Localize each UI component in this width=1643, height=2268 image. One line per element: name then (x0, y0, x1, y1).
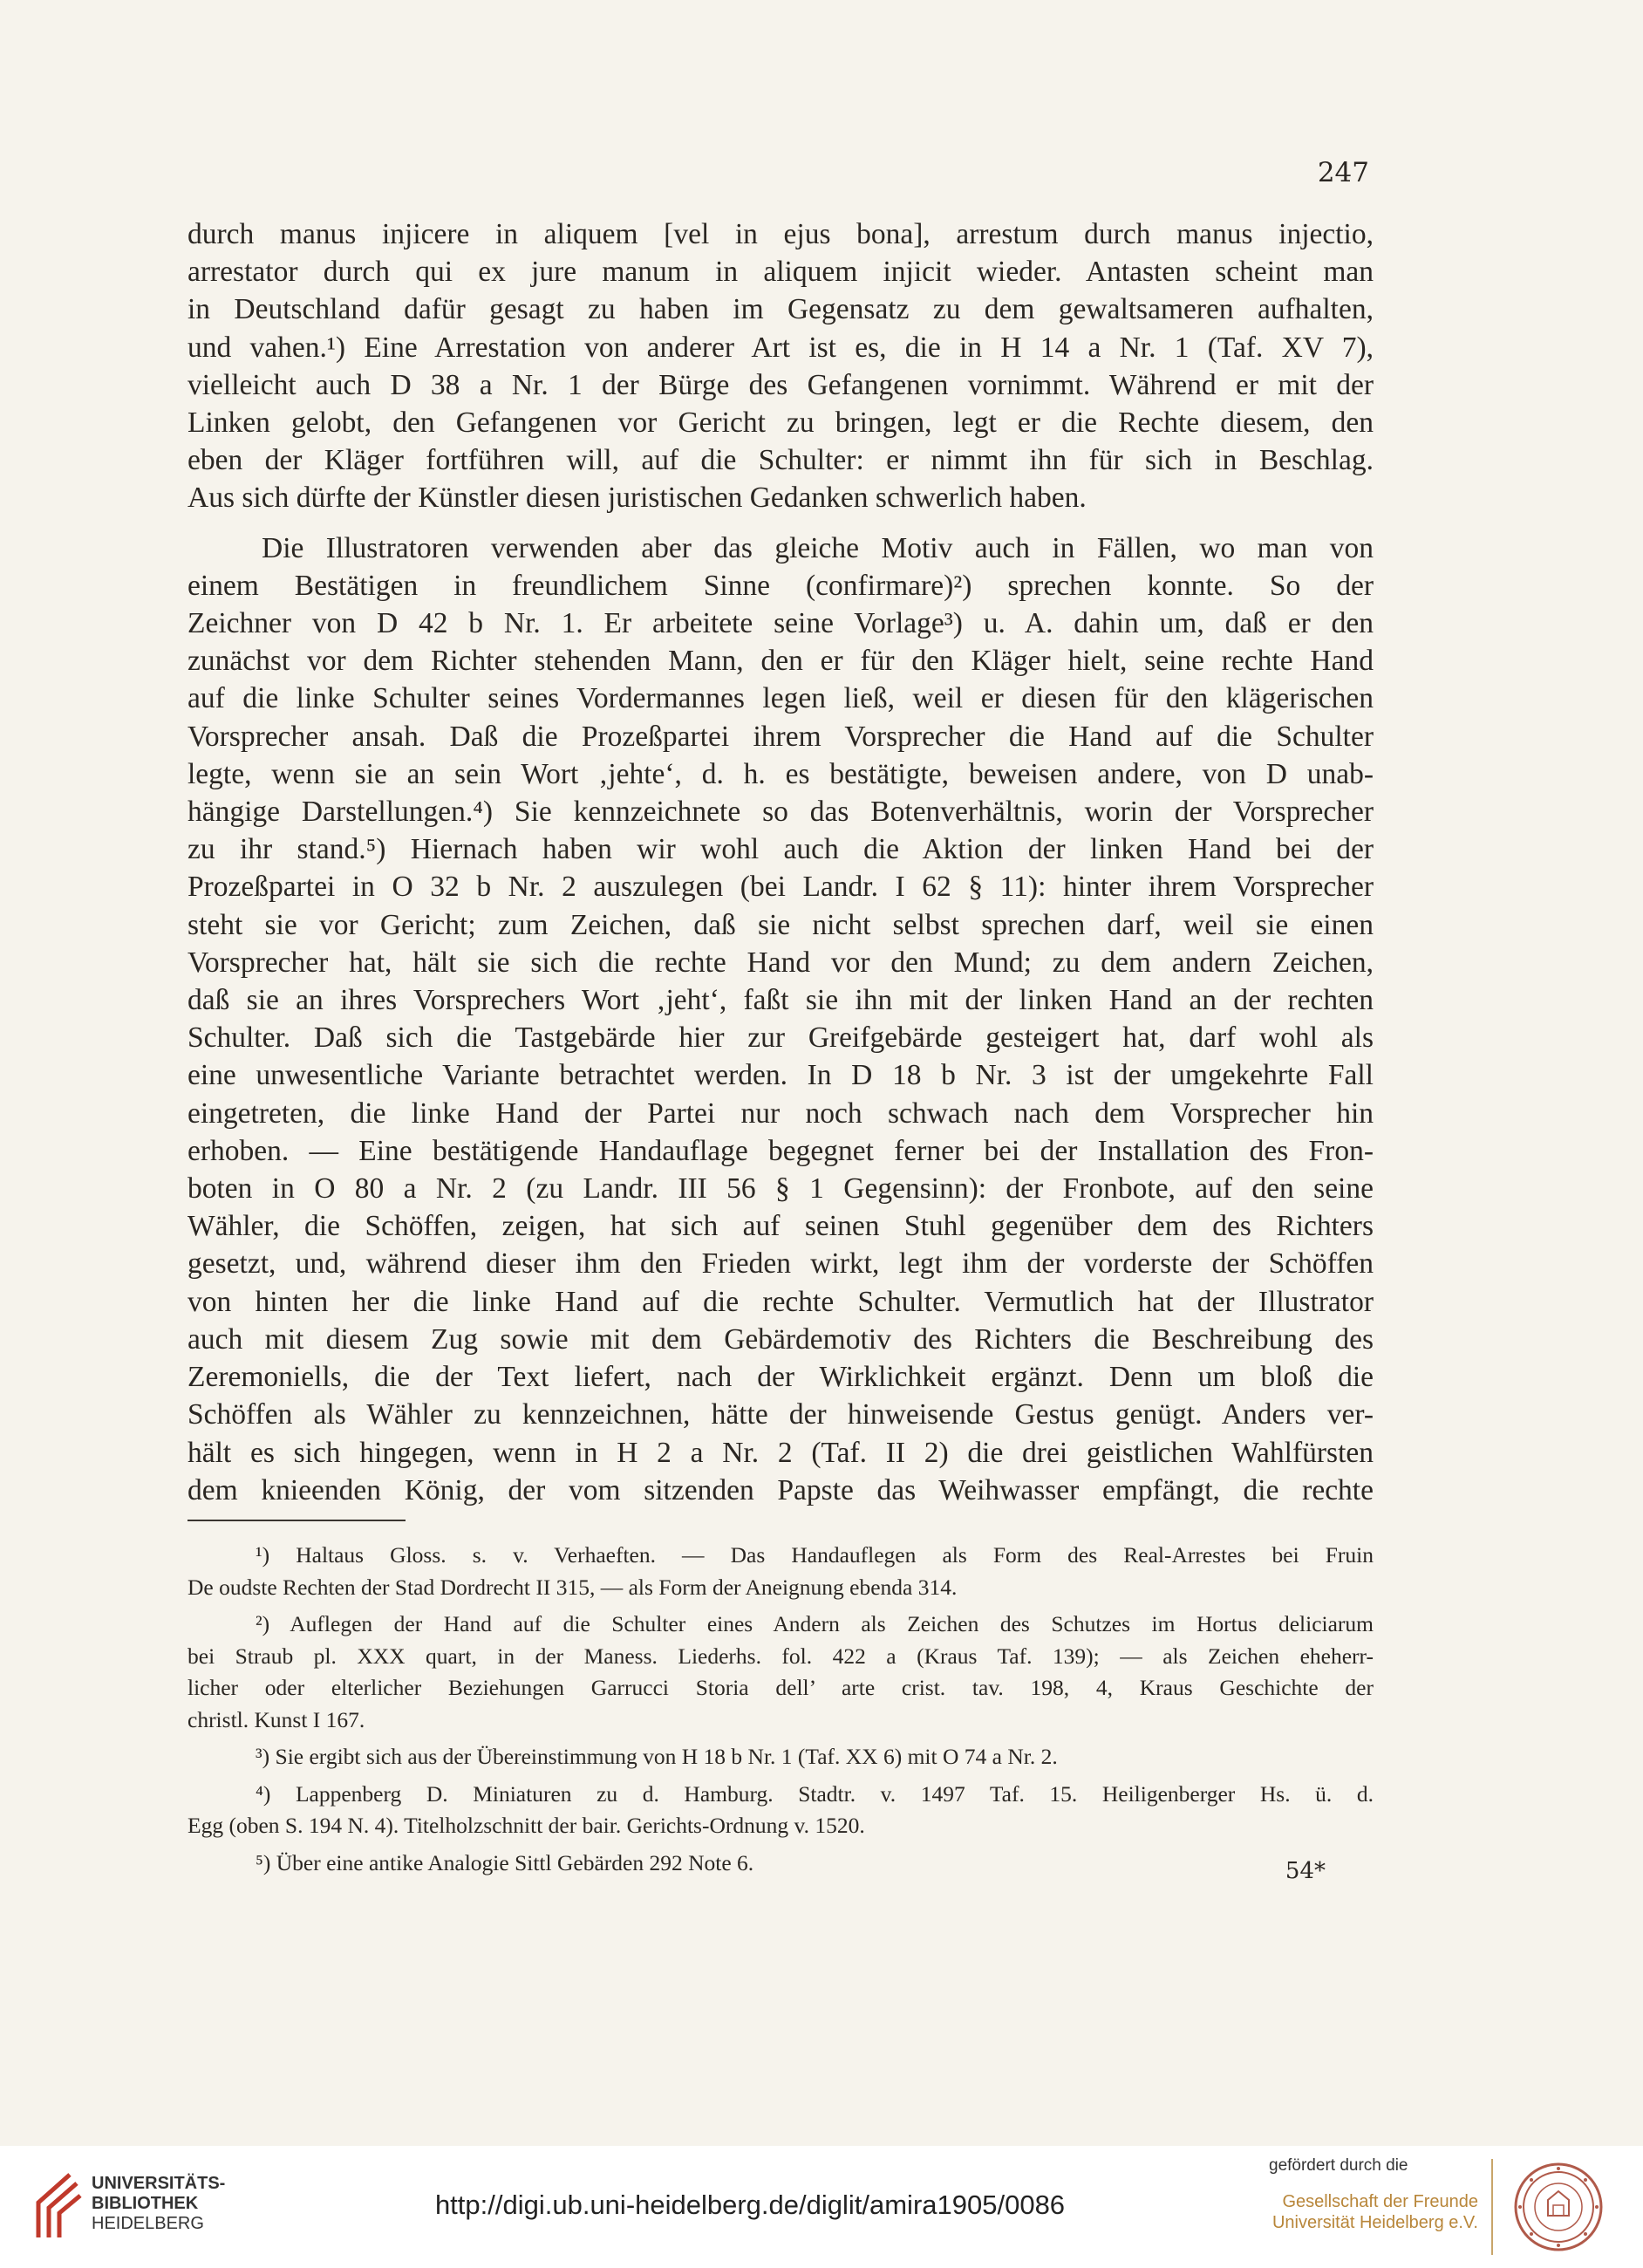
footnote-line: De oudste Rechten der Stad Dordrecht II 315, — als Form der Aneignung ebenda 314. (187, 1574, 958, 1600)
library-name (92, 2174, 225, 2234)
sponsor-name-line: Universität Heidelberg e.V. (1271, 2213, 1478, 2232)
footnote-line: ³) Sie ergibt sich aus der Übereinstimmung von H 18 b Nr. 1 (Taf. XX 6) mit O 74 a Nr. 2. (256, 1744, 1058, 1769)
footnotes (187, 1540, 1374, 1879)
text-line: legte, wenn sie an sein Wort ‚jehte‘, d. h. es bestätigte, beweisen andere, von D unab- (187, 757, 1374, 790)
sponsor-name-line: Gesellschaft der Freunde (1282, 2192, 1478, 2211)
text-line: dem knieenden König, der vom sitzenden Papste das Weihwasser empfängt, die rechte (187, 1473, 1374, 1506)
text-line: hängige Darstellungen.⁴) Sie kennzeichnete so das Botenverhältnis, worin der Vorsprecher (187, 796, 1374, 829)
footnote-line: licher oder elterlicher Beziehungen Garrucci Storia dell’ arte crist. tav. 198, 4, Kraus Geschichte der (187, 1675, 1374, 1700)
text-line: daß sie an ihres Vorsprechers Wort ‚jeht‘, faßt sie ihn mit der linken Hand an der rechten (187, 984, 1374, 1017)
text-line: steht sie vor Gericht; zum Zeichen, daß sie nicht selbst sprechen darf, weil sie einen (187, 908, 1374, 941)
text-line: einem Bestätigen in freundlichem Sinne (confirmare)²) sprechen konnte. So der (187, 569, 1374, 602)
text-line: auch mit diesem Zug sowie mit dem Gebärdemotiv des Richters die Beschreibung des (187, 1322, 1374, 1356)
text-line: Vorsprecher hat, hält sie sich die rechte Hand vor den Mund; zu dem andern Zeichen, (187, 946, 1374, 979)
text-line: arrestator durch qui ex jure manum in aliquem injicit wieder. Antasten scheint man (187, 256, 1374, 289)
sponsor-name (1269, 2191, 1478, 2233)
text-line: in Deutschland dafür gesagt zu haben im Gegensatz zu dem gewaltsameren aufhalten, (187, 293, 1374, 326)
footnote-line: ⁴) Lappenberg D. Miniaturen zu d. Hamburg. Stadtr. v. 1497 Taf. 15. Heiligenberger Hs. ü. d. (256, 1780, 1374, 1807)
library-name-line: UNIVERSITÄTS- (92, 2174, 226, 2193)
text-line: durch manus injicere in aliquem [vel in ejus bona], arrestum durch manus injectio, (187, 218, 1374, 250)
text-line: boten in O 80 a Nr. 2 (zu Landr. III 56 § 1 Gegensinn): der Fronbote, auf den seine (187, 1172, 1374, 1206)
footnote-line: ¹) Haltaus Gloss. s. v. Verhaeften. — Das Handauflegen als Form des Real-Arrestes bei Fruin (256, 1542, 1374, 1568)
text-line: zunächst vor dem Richter stehenden Mann, den er für den Kläger hielt, seine rechte Hand (187, 645, 1374, 678)
text-line: Schöffen als Wähler zu kennzeichnen, hätte der hinweisende Gestus genügt. Anders ver- (187, 1398, 1374, 1431)
body-text (187, 215, 1374, 1509)
text-line: Zeremoniells, die der Text liefert, nach der Wirklichkeit ergänzt. Denn um bloß die (187, 1361, 1374, 1394)
text-line: Schulter. Daß sich die Tastgebärde hier zur Greifgebärde gesteigert hat, darf wohl als (187, 1021, 1374, 1055)
text-line: eingetreten, die linke Hand der Partei nur noch schwach nach dem Vorsprecher hin (187, 1096, 1374, 1130)
ub-heidelberg-logo-icon[interactable] (35, 2168, 84, 2244)
text-line: Vorsprecher ansah. Daß die Prozeßpartei ihrem Vorsprecher die Hand auf die Schulter (187, 720, 1374, 753)
footnote-divider (187, 1520, 406, 1521)
footnote-4 (187, 1779, 1374, 1842)
footnote-line: ²) Auflegen der Hand auf die Schulter eines Andern als Zeichen des Schutzes im Hortus deliciarum (256, 1611, 1374, 1636)
text-line: Aus sich dürfte der Künstler diesen juristischen Gedanken schwerlich haben. (187, 482, 1087, 515)
paragraph-2 (187, 529, 1374, 1509)
text-line: vielleicht auch D 38 a Nr. 1 der Bürge des Gefangenen vornimmt. Während er mit der (187, 368, 1374, 401)
text-line: gesetzt, und, während dieser ihm den Frieden wirkt, legt ihm der vorderste der Schöffen (187, 1247, 1374, 1281)
text-line: zu ihr stand.⁵) Hiernach haben wir wohl auch die Aktion der linken Hand bei der (187, 833, 1374, 866)
text-line: hält es sich hingegen, wenn in H 2 a Nr. 2 (Taf. II 2) die drei geistlichen Wahlfürsten (187, 1436, 1374, 1469)
footnote-2 (187, 1609, 1374, 1736)
footnote-line: Egg (oben S. 194 N. 4). Titelholzschnitt der bair. Gerichts-Ordnung v. 1520. (187, 1813, 865, 1838)
paragraph-1 (187, 215, 1374, 517)
library-name-line: BIBLIOTHEK (92, 2194, 199, 2213)
text-line: eine unwesentliche Variante betrachtet werden. In D 18 b Nr. 3 ist der umgekehrte Fall (187, 1059, 1374, 1092)
page-number: 247 (1317, 157, 1369, 188)
text-line: Wähler, die Schöffen, zeigen, hat sich auf seinen Stuhl gegenüber dem des Richters (187, 1210, 1374, 1243)
text-line: auf die linke Schulter seines Vordermannes legen ließ, weil er diesen für den klägerischen (187, 682, 1374, 715)
text-line: Die Illustratoren verwenden aber das gleiche Motiv auch in Fällen, wo man von (262, 531, 1374, 564)
footnote-line: ⁵) Über eine antike Analogie Sittl Gebärden 292 Note 6. (256, 1849, 754, 1875)
footnote-3 (187, 1741, 1374, 1773)
university-seal-icon[interactable] (1513, 2162, 1604, 2256)
text-line: Linken gelobt, den Gefangenen vor Gericht zu bringen, legt er die Rechte diesem, den (187, 406, 1374, 440)
text-line: von hinten her die linke Hand auf die rechte Schulter. Vermutlich hat der Illustrator (187, 1285, 1374, 1318)
permalink-url[interactable]: http://digi.ub.uni-heidelberg.de/diglit/amira1905/0086 (434, 2189, 1066, 2220)
text-line: Zeichner von D 42 b Nr. 1. Er arbeitete seine Vorlage³) u. A. dahin um, daß er den (187, 607, 1374, 640)
text-line: und vahen.¹) Eine Arrestation von anderer Art ist es, die in H 14 a Nr. 1 (Taf. XV 7), (187, 331, 1374, 364)
footer-divider (1491, 2159, 1493, 2255)
text-line: eben der Kläger fortführen will, auf die Schulter: er nimmt ihn für sich in Beschlag. (187, 444, 1374, 477)
text-line: erhoben. — Eine bestätigende Handauflage begegnet ferner bei der Installation des Fron- (187, 1134, 1374, 1167)
sheet-signature: 54* (1285, 1858, 1326, 1884)
library-name-line: HEIDELBERG (92, 2214, 204, 2233)
footnote-line: bei Straub pl. XXX quart, in der Maness. Liederhs. fol. 422 a (Kraus Taf. 139); — als Zeichen eheherr- (187, 1643, 1374, 1669)
footnote-line: christl. Kunst I 167. (187, 1706, 365, 1732)
text-line: Prozeßpartei in O 32 b Nr. 2 auszulegen (bei Landr. I 62 § 11): hinter ihrem Vorsprecher (187, 871, 1374, 904)
footnote-1 (187, 1540, 1374, 1603)
sponsor-caption: gefördert durch die (1269, 2156, 1408, 2175)
